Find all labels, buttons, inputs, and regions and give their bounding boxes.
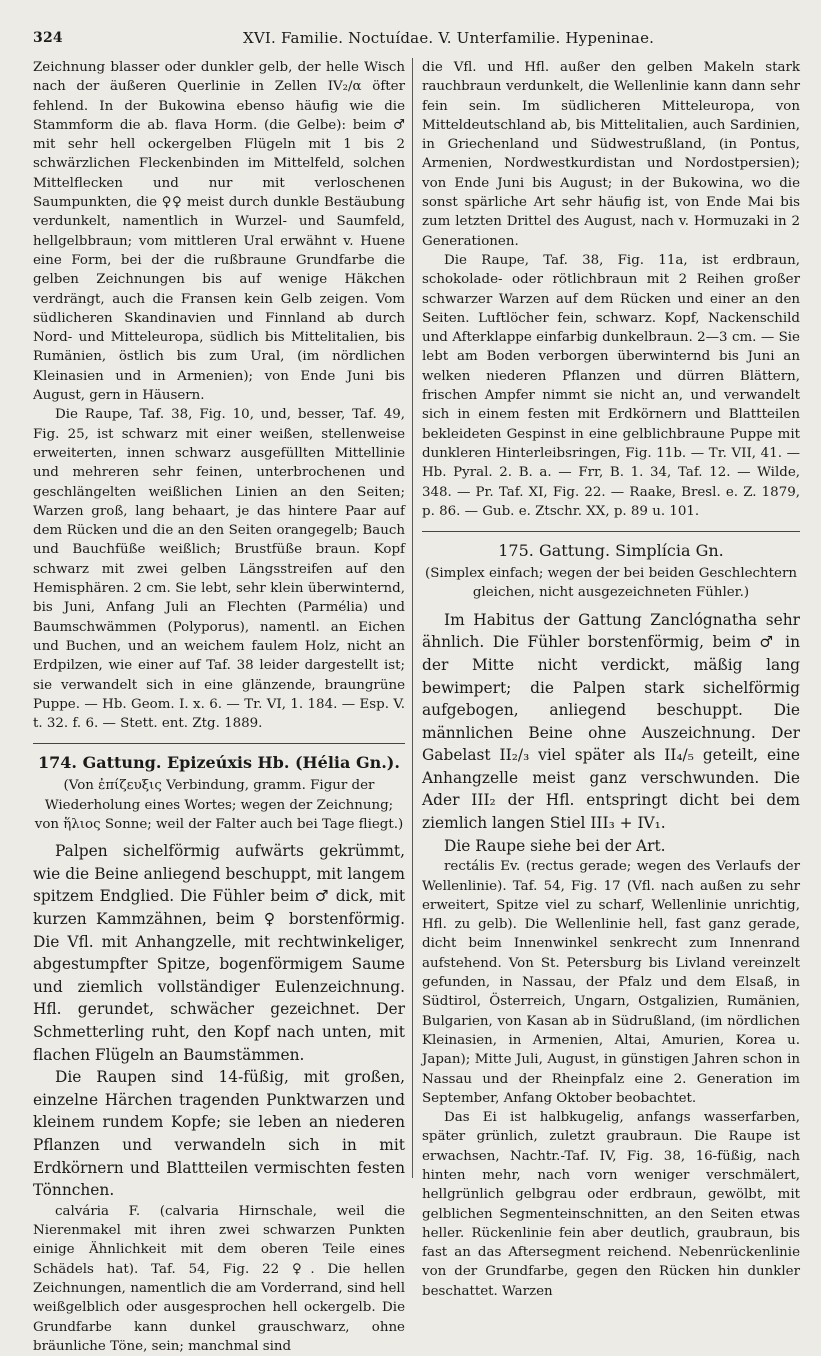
genus-174-description: Palpen sichelförmig aufwärts gekrümmt, wie die Beine anliegend beschuppt, mit langem spitzem Endglied. Die Fühler beim ♂ dick, mit kurzen Kammzähnen, beim ♀ borstenförmig. Die Vfl. mit Anhangzelle, mit rechtwinkeliger, abgestumpfter Spitze, bogenförmigem Saume und ziemlich vollständiger Eulenzeichnung. Hfl. gerundet, schwächer gezeichnet. Der Schmetterling ruht, den Kopf nach unten, mit flachen Flügeln an Baumstämmen. [33,842,405,1064]
species-calvaria: calvária F. (calvaria Hirnschale, weil die Nierenmakel mit ihren zwei schwarzen Punkten einige Ähnlichkeit mit dem oberen Teile eines Schädels hat). Taf. 54, Fig. 22 ♀. Die hellen Zeichnungen, namentlich die am Vorderrand, sind hell weißgelblich oder ausgesprochen hell ockergelb. Die Grundfarbe kann dunkel grauschwarz, ohne bräunliche Töne, sein; manchmal sind [33,1203,405,1354]
genus-175-heading: 175. Gattung. Simplícia Gn. [498,541,724,561]
genus-174-heading: 174. Gattung. Epizeúxis Hb. (Hélia Gn.). [38,753,400,773]
genus-175-description: Im Habitus der Gattung Zanclógnatha sehr ähnlich. Die Fühler borstenförmig, beim ♂ in der Mitte nicht verdickt, mäßig lang bewimpert; die Palpen stark sichelförmig aufgebogen, anliegend beschuppt. Die männlichen Beine ohne Auszeichnung. Der Gabelast II₂/₃ viel später als II₄/₅ geteilt, eine Anhangzelle meist ganz verschwunden. Die Ader III₂ der Hfl. entspringt dicht bei dem ziemlich langen Stiel III₃ + IV₁. [422,610,800,833]
paragraph-raupe-calvaria: Die Raupe, Taf. 38, Fig. 11a, ist erdbraun, schokolade- oder rötlichbraun mit 2 Reihen großer schwarzer Warzen auf dem Rücken und einer an den Seiten. Luftlöcher fein, schwarz. Kopf, Nackenschild und Afterklappe einfarbig dunkelbraun. 2—3 cm. — Sie lebt am Boden verborgen überwinternd bis Juni an welken niederen Pflanzen und dürren Blättern, frischen Ampfer nimmt sie nicht an, und verwandelt sich in einem festen mit Erdkörnern und Blattteilen bekleideten Gespinst in eine gelblichbraune Puppe mit dunkleren Hinterleibsringen, Fig. 11b. — Tr. VII, 41. — Hb. Pyral. 2. B. a. — Frr, B. 1. 34, Taf. 12. — Wilde, 348. — Pr. Taf. XI, Fig. 22. — Raake, Bresl. e. Z. 1879, p. 86. — Gub. e. Ztschr. XX, p. 89 u. 101. [422,252,800,519]
genus-174-etymology: (Von ἐπίζευξις Verbindung, gramm. Figur der Wiederholung eines Wortes; wegen der Zeichnung; von ἥλιος Sonne; weil der Falter auch bei Tage fliegt.) [34,778,404,832]
genus-175-raupe: Die Raupe siehe bei der Art. [444,836,666,855]
running-title: XVI. Familie. Noctuídae. V. Unterfamilie. Hypeninae. [243,29,655,47]
paragraph-raupe: Die Raupe, Taf. 38, Fig. 10, und, besser, Taf. 49, Fig. 25, ist schwarz mit einer weißen, stellenweise erweiterten, innen schwarz ausgefüllten Mittellinie und mehreren sehr feinen, unterbrochenen und geschlängelten weißlichen Linien an den Seiten; Warzen groß, lang behaart, je das hintere Paar auf dem Rücken und die an den Seiten orangegelb; Bauch und Bauchfüße weißlich; Brustfüße braun. Kopf schwarz mit zwei gelben Längsstreifen auf den Hemisphären. 2 cm. Sie lebt, sehr klein überwinternd, bis Juni, Anfang Juli an Flechten (Parmélia) und Baumschwämmen (Polyporus), namentl. an Eichen und Buchen, und an weichem faulem Holz, nicht an Erdpilzen, wie einer auf Taf. 38 leider dargestellt ist; sie verwandelt sich in eine glänzende, braungrüne Puppe. — Hb. Geom. I. x. 6. — Tr. VI, 1. 184. — Esp. V. t. 32. f. 6. — Stett. ent. Ztg. 1889. [33,407,405,732]
species-rectalis: rectális Ev. (rectus gerade; wegen des Verlaufs der Wellenlinie). Taf. 54, Fig. 17 (Vfl. nach außen zu sehr erweitert, Spitze viel zu scharf, Wellenlinie unrichtig, Hfl. zu gelb). Die Wellenlinie hell, fast ganz gerade, dicht beim Innenwinkel senkrecht zum Innenrand aufstehend. Von St. Petersburg bis Livland vereinzelt gefunden, in Nassau, der Pfalz und dem Elsaß, in Südtirol, Österreich, Ungarn, Ostgalizien, Rumänien, Bulgarien, von Kasan ab in Südrußland, (im nördlichen Kleinasien, in Armenien, Altai, Amurien, Korea u. Japan); Mitte Juli, August, in günstigen Jahren schon in Nassau und der Rheinpfalz eine 2. Generation im September, Anfang Oktober beobachtet. [422,859,800,1106]
paragraph-stammform: Zeichnung blasser oder dunkler gelb, der helle Wisch nach der äußeren Querlinie in Zellen IV₂/α öfter fehlend. In der Bukowina ebenso häufig wie die Stammform die ab. flava Horm. (die Gelbe): beim ♂ mit sehr hell ockergelben Flügeln mit 1 bis 2 schwärzlichen Fleckenbinden im Mittelfeld, solchen Mittelflecken und nur mit verloschenen Saumpunkten, die ♀♀ meist durch dunkle Bestäubung verdunkelt, namentlich in Wurzel- und Saumfeld, hellgelbbraun; vom mittleren Ural erwähnt v. Huene eine Form, bei der die rußbraune Grundfarbe die gelben Zeichnungen bis auf wenige Häkchen verdrängt, auch die Fransen kein Gelb zeigen. Vom südlicheren Skandinavien und Finnland ab durch Nord- und Mitteleuropa, südlich bis Mittelitalien, bis Rumänien, östlich bis zum Ural, (im nördlichen Kleinasien und in Armenien); von Ende Juni bis August, gern in Häusern. [33,60,405,404]
section-divider [422,531,800,532]
paragraph-ei-raupe: Das Ei ist halbkugelig, anfangs wasserfarben, später grünlich, zuletzt graubraun. Die Raupe ist erwachsen, Nachtr.-Taf. IV, Fig. 38, 16-füßig, nach hinten mehr, nach vorn weniger verschmälert, hellgrünlich gelbgrau oder erdbraun, gewölbt, mit gelblichen Segmenteinschnitten, an den Seiten etwas heller. Rückenlinie fein aber deutlich, graubraun, bis fast an das Aftersegment reichend. Nebenrückenlinie von der Grundfarbe, gegen den Rücken hin dunkler beschattet. Warzen [422,1110,800,1299]
page-number: 324 [33,30,63,46]
section-divider [33,743,405,744]
right-column [422,58,800,1299]
left-column [33,58,405,1354]
column-divider [412,58,413,1178]
running-header [33,27,805,51]
genus-175-etymology: (Simplex einfach; wegen der bei beiden Geschlechtern gleichen, nicht ausgezeichneten Fühler.) [424,566,797,601]
genus-174-raupen: Die Raupen sind 14-füßig, mit großen, einzelne Härchen tragenden Punktwarzen und kleinem rundem Kopfe; sie leben an niederen Pflanzen und verwandeln sich in mit Erdkörnern und Blattteilen vermischten festen Tönnchen. [33,1068,405,1200]
paragraph-verbreitung: die Vfl. und Hfl. außer den gelben Makeln stark rauchbraun verdunkelt, die Wellenlinie kann dann sehr fein sein. Im südlicheren Mitteleuropa, von Mitteldeutschland ab, bis Mittelitalien, auch Sardinien, in Griechenland und Südwestrußland, (in Pontus, Armenien, Nordwestkurdistan und Nordostpersien); von Ende Juni bis August; in der Bukowina, wo die sonst spärliche Art sehr häufig ist, von Ende Mai bis zum letzten Drittel des August, nach v. Hormuzaki in 2 Generationen. [422,60,800,249]
